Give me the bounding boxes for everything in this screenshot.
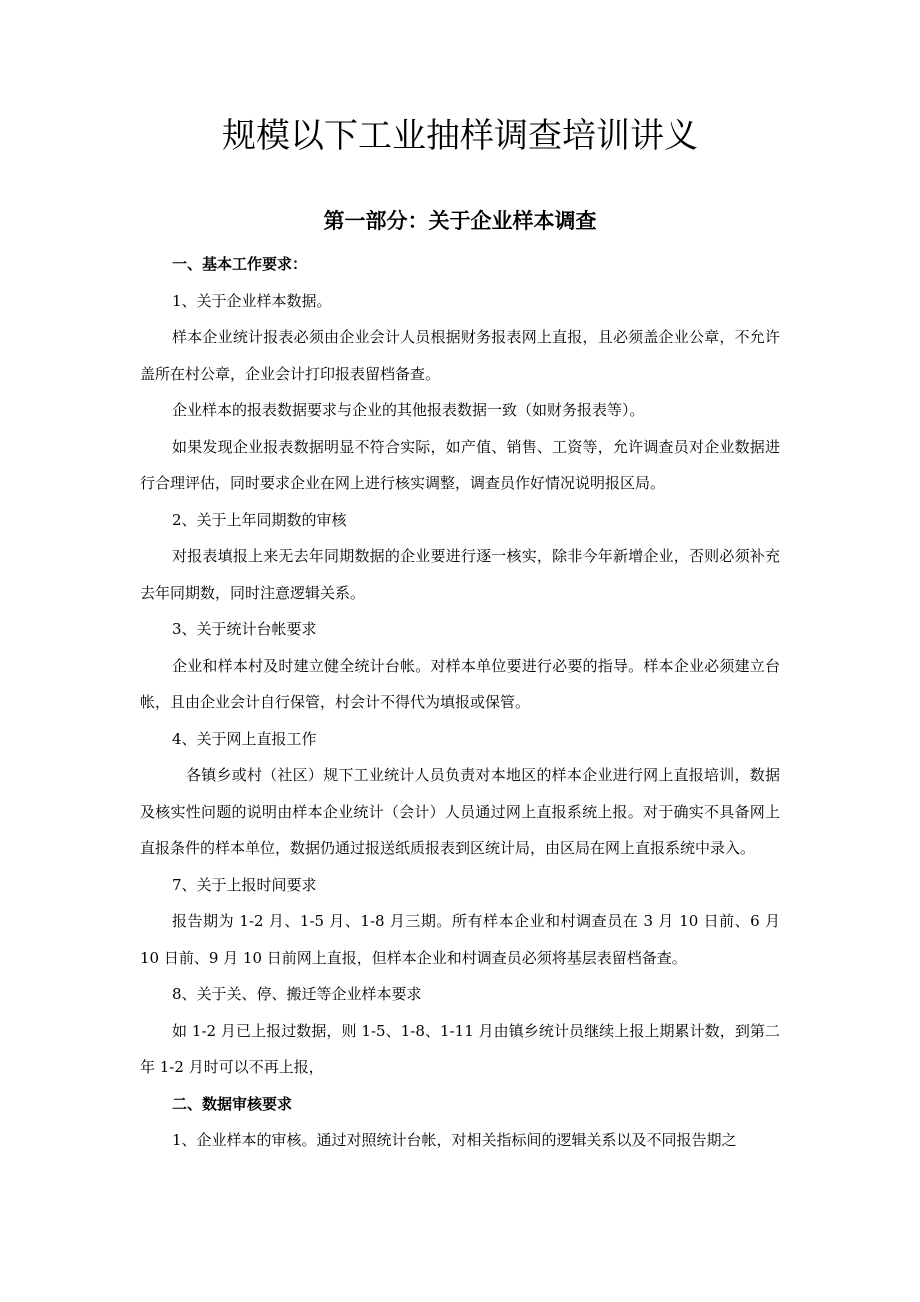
item-7-paragraph-1: 报告期为 1-2 月、1-5 月、1-8 月三期。所有样本企业和村调查员在 3 月 10 日前、6 月 10 日前、9 月 10 日前网上直报，但样本企业和村调查员必须将基层表留档备查。 bbox=[140, 912, 780, 967]
document-title: 规模以下工业抽样调查培训讲义 bbox=[222, 116, 698, 156]
item-2-paragraph-1: 对报表填报上来无去年同期数据的企业要进行逐一核实，除非今年新增企业，否则必须补充去年同期数，同时注意逻辑关系。 bbox=[140, 547, 780, 602]
section-2-item-1-paragraph: 1、企业样本的审核。通过对照统计台帐，对相关指标间的逻辑关系以及不同报告期之 bbox=[172, 1131, 737, 1149]
item-1-paragraph-1: 样本企业统计报表必须由企业会计人员根据财务报表网上直报，且必须盖企业公章，不允许盖所在村公章，企业会计打印报表留档备查。 bbox=[140, 328, 780, 383]
section-1-heading: 一、基本工作要求： bbox=[172, 255, 308, 273]
item-4-paragraph-1: 各镇乡或村（社区）规下工业统计人员负责对本地区的样本企业进行网上直报培训，数据及核实性问题的说明由样本企业统计（会计）人员通过网上直报系统上报。对于确实不具备网上直报条件的样本单位，数据仍通过报送纸质报表到区统计局，由区局在网上直报系统中录入。 bbox=[140, 766, 780, 857]
item-2-label: 2、关于上年同期数的审核 bbox=[172, 510, 347, 529]
item-8-label: 8、关于关、停、搬迁等企业样本要求 bbox=[172, 985, 422, 1003]
item-3-label: 3、关于统计台帐要求 bbox=[172, 620, 317, 638]
item-7-label: 7、关于上报时间要求 bbox=[172, 875, 317, 894]
item-3-paragraph-1: 企业和样本村及时建立健全统计台帐。对样本单位要进行必要的指导。样本企业必须建立台帐，且由企业会计自行保管，村会计不得代为填报或保管。 bbox=[140, 656, 780, 711]
item-1-label: 1、关于企业样本数据。 bbox=[172, 291, 332, 310]
section-2-heading: 二、数据审核要求 bbox=[172, 1094, 293, 1113]
item-1-paragraph-2: 企业样本的报表数据要求与企业的其他报表数据一致（如财务报表等）。 bbox=[172, 401, 645, 419]
item-1-paragraph-3: 如果发现企业报表数据明显不符合实际，如产值、销售、工资等，允许调查员对企业数据进行合理评估，同时要求企业在网上进行核实调整，调查员作好情况说明报区局。 bbox=[140, 437, 780, 492]
document-body bbox=[140, 246, 780, 1159]
item-4-label: 4、关于网上直报工作 bbox=[172, 729, 317, 748]
item-8-paragraph-1: 如 1-2 月已上报过数据，则 1-5、1-8、1-11 月由镇乡统计员继续上报上期累计数，到第二年 1-2 月时可以不再上报， bbox=[140, 1021, 780, 1076]
part-title: 第一部分：关于企业样本调查 bbox=[323, 209, 597, 233]
